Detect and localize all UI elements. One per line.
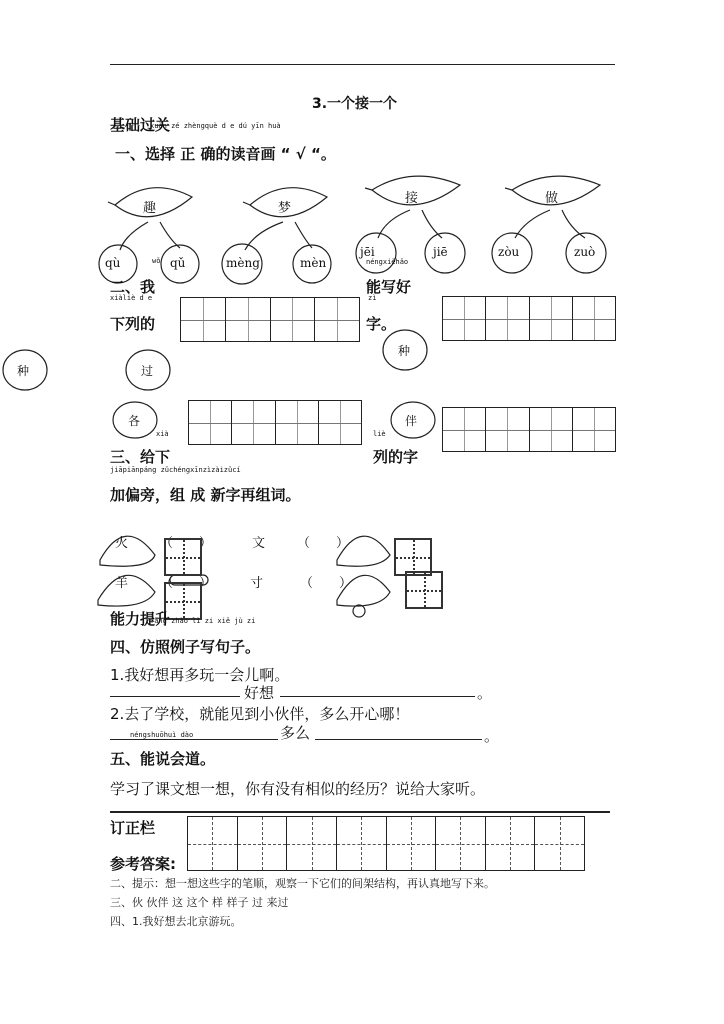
answer-paren[interactable]: （ ）: [300, 576, 353, 591]
answer-paren[interactable]: （ ）: [160, 536, 213, 551]
radical-char: 文: [252, 536, 266, 551]
q3-pinyin: jiāpiānpáng zǔchéngxīnzìzàizǔcí: [110, 466, 241, 474]
q1-label: 一、选择 正 确的读音画 “ √ “。: [115, 145, 336, 163]
cloud-char: 各: [128, 414, 141, 428]
q5-prompt: 学习了课文想一想，你有没有相似的经历？说给大家听。: [110, 780, 486, 798]
writing-grid-1[interactable]: [180, 297, 360, 342]
q1-char-1: 趣: [143, 201, 157, 216]
q1-char-3: 接: [405, 191, 419, 206]
cloud-char: 过: [141, 364, 154, 378]
answer-line: 二、提示：想一想这些字的笔顺，观察一下它们的间架结构，再认真地写下来。: [110, 877, 495, 890]
q2-label-b: 下列的: [110, 315, 156, 333]
q1-char-4: 做: [545, 191, 559, 206]
answers-title: 参考答案:: [110, 855, 176, 873]
q2-label-d: 字。: [366, 315, 397, 333]
q1-option[interactable]: jēi: [360, 245, 375, 259]
blank-line[interactable]: [110, 739, 278, 740]
q1-char-2: 梦: [278, 201, 292, 216]
q3-label-c: 加偏旁，组 成 新字再组词。: [110, 486, 301, 504]
q1-option[interactable]: qǔ: [170, 256, 186, 270]
blank-line[interactable]: [315, 739, 482, 740]
q4-example-2: 2.去了学校，就能见到小伙伴，多么开心哪！: [110, 705, 410, 723]
q1-option[interactable]: mèn: [300, 256, 327, 270]
q1-option[interactable]: zòu: [498, 245, 520, 259]
cloud-char: 种: [17, 364, 30, 378]
answer-line: 四、1.我好想去北京游玩。: [110, 915, 242, 928]
q1-option[interactable]: qù: [105, 256, 121, 270]
q1-option[interactable]: zuò: [574, 245, 596, 259]
writing-grid-3[interactable]: [188, 400, 362, 445]
radical-char: 寸: [250, 576, 264, 591]
q1-option[interactable]: mèng: [226, 256, 260, 270]
blank-line[interactable]: [110, 696, 240, 697]
q3-label-a: 三、给下: [110, 448, 171, 466]
answer-paren[interactable]: （ ）: [297, 536, 350, 551]
cloud-char: 伴: [405, 414, 418, 428]
radical-char: 火: [115, 536, 129, 551]
q4-end-2: 。: [484, 727, 500, 745]
page-title: 3.一个接一个: [312, 96, 398, 112]
pinyin-lie: liè: [373, 430, 386, 438]
q4-end-1: 。: [477, 684, 493, 702]
q1-option[interactable]: jiē: [433, 245, 448, 259]
q2-label-a: 二、我: [110, 278, 156, 296]
pinyin-xia: xià: [156, 430, 169, 438]
section-basic: 基础过关: [110, 116, 171, 134]
writing-grid-4[interactable]: [442, 407, 616, 452]
q4-fill-1: 好想: [244, 684, 275, 702]
answer-paren[interactable]: （ ）: [160, 576, 213, 591]
advanced-pinyin: fǎng zhào lì zi xiě jù zi: [150, 617, 256, 625]
pinyin-zi: zì: [368, 294, 377, 302]
blank-line[interactable]: [280, 696, 475, 697]
pinyin-wo: wǒ: [152, 257, 161, 265]
writing-grid-2[interactable]: [442, 296, 616, 341]
q5-label: 五、能说会道。: [110, 750, 216, 768]
tianzige-box[interactable]: [405, 571, 443, 609]
radical-char: 羊: [115, 576, 129, 591]
q4-fill-2: 多么: [280, 724, 311, 742]
answer-line: 三、伙 伙伴 这 这个 样 样子 过 来过: [110, 896, 289, 909]
tianzige-box[interactable]: [164, 538, 202, 576]
correction-label: 订正栏: [110, 819, 156, 837]
q3-label-b: 列的字: [373, 448, 419, 466]
pinyin-xialie: xiàliè d e: [110, 294, 153, 302]
section-advanced: 能力提升: [110, 610, 171, 628]
q4-label: 四、仿照例子写句子。: [110, 638, 261, 656]
q5-pinyin: néngshuōhuì dào: [130, 731, 194, 739]
q4-example-1: 1.我好想再多玩一会儿啊。: [110, 666, 290, 684]
q2-label-c: 能写好: [366, 278, 412, 296]
pinyin-neng: néngxiěhǎo: [366, 258, 409, 266]
cloud-char: 种: [398, 344, 411, 358]
correction-grid[interactable]: [187, 816, 585, 871]
q1-pinyin: xuǎn zé zhèngquè d e dú yīn huà: [150, 122, 281, 130]
